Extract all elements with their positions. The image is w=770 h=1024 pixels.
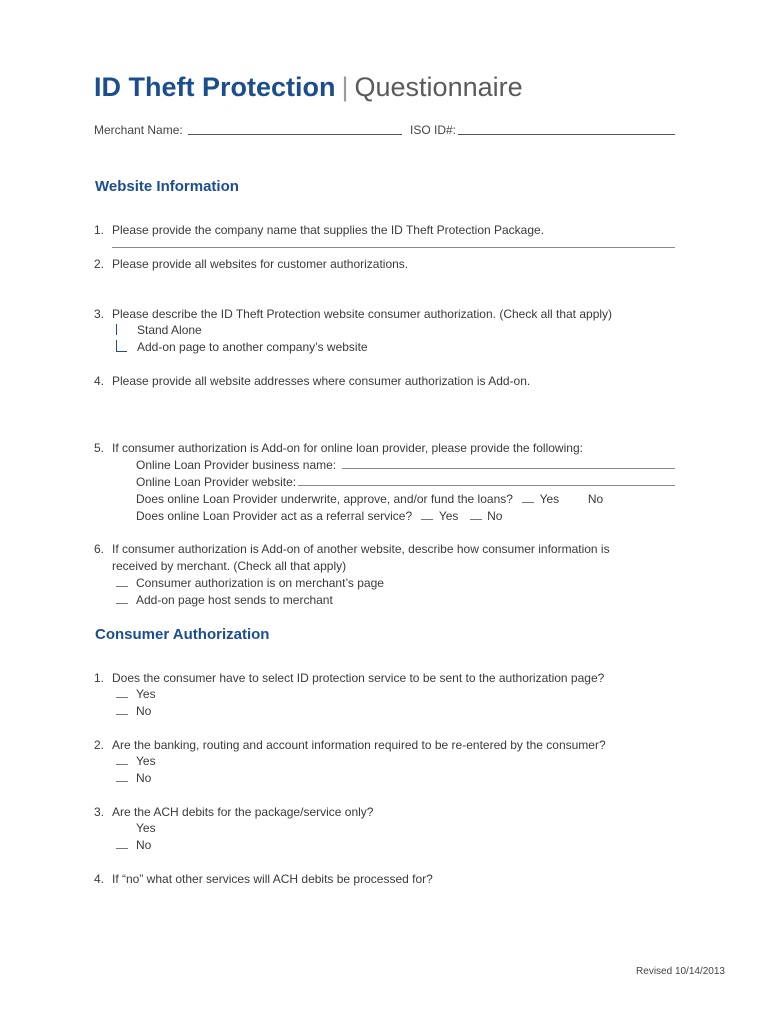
website-q3-option-stand-alone[interactable] xyxy=(116,323,202,337)
consumer-q2-yes[interactable] xyxy=(116,754,156,768)
consumer-q1-num: 1. xyxy=(94,671,105,685)
checkbox-host-sends[interactable] xyxy=(116,594,128,604)
host-sends-label: Add-on page host sends to merchant xyxy=(136,593,333,607)
website-q4-text: Please provide all website addresses where consumer authorization is Add-on. xyxy=(112,374,531,388)
consumer-q4 xyxy=(94,872,433,886)
website-info-heading: Website Information xyxy=(95,178,239,195)
iso-id-label: ISO ID#: xyxy=(410,123,457,137)
website-q5-text: If consumer authorization is Add-on for online loan provider, please provide the following: xyxy=(112,441,583,455)
consumer-q2 xyxy=(94,738,606,752)
merchant-page-label: Consumer authorization is on merchant’s page xyxy=(136,576,384,590)
consumer-q2-num: 2. xyxy=(94,738,105,752)
referral-yes-blank[interactable] xyxy=(421,510,433,520)
website-q3-text: Please describe the ID Theft Protection website consumer authorization. (Check all that apply) xyxy=(112,307,613,321)
website-q6-text-continued: received by merchant. (Check all that apply) xyxy=(112,559,347,573)
q1-yes-label: Yes xyxy=(136,687,156,701)
consumer-q3-num: 3. xyxy=(94,805,105,819)
consumer-auth-heading: Consumer Authorization xyxy=(95,626,270,643)
title-strong: ID Theft Protection xyxy=(94,72,336,102)
website-q1-text: Please provide the company name that supplies the ID Theft Protection Package. xyxy=(112,223,545,237)
underwrite-question xyxy=(136,492,603,506)
website-q6-text: If consumer authorization is Add-on of another website, describe how consumer information is xyxy=(112,542,610,556)
website-q6-option-host-sends[interactable] xyxy=(116,593,333,607)
q2-no-label: No xyxy=(136,771,152,785)
website-q2-num: 2. xyxy=(94,257,105,271)
checkbox-q2-yes[interactable] xyxy=(116,755,128,765)
website-q5 xyxy=(94,441,583,455)
referral-text: Does online Loan Provider act as a referral service? xyxy=(136,509,413,523)
q1-no-label: No xyxy=(136,704,152,718)
underwrite-no-label: No xyxy=(587,492,604,506)
checkbox-q3-yes[interactable] xyxy=(116,822,128,832)
referral-no-label: No xyxy=(487,509,503,523)
website-q6-num: 6. xyxy=(94,542,105,556)
underwrite-text: Does online Loan Provider underwrite, approve, and/or fund the loans? xyxy=(136,492,513,506)
checkbox-merchant-page[interactable] xyxy=(116,577,128,587)
consumer-q4-num: 4. xyxy=(94,872,105,886)
q3-no-label: No xyxy=(136,838,152,852)
checkbox-add-on[interactable] xyxy=(116,340,127,352)
stand-alone-label: Stand Alone xyxy=(137,323,202,337)
consumer-q3-text: Are the ACH debits for the package/service only? xyxy=(112,805,374,819)
checkbox-q3-no[interactable] xyxy=(116,839,128,849)
add-on-label: Add-on page to another company’s website xyxy=(137,340,368,354)
consumer-q1 xyxy=(94,671,604,685)
underwrite-no-blank[interactable] xyxy=(571,493,583,503)
consumer-q2-text: Are the banking, routing and account information required to be re-entered by the consumer? xyxy=(112,738,606,752)
checkbox-q2-no[interactable] xyxy=(116,772,128,782)
consumer-q1-yes[interactable] xyxy=(116,687,156,701)
loan-provider-name-field[interactable] xyxy=(342,468,675,469)
merchant-name-label: Merchant Name: xyxy=(94,123,183,137)
checkbox-q1-yes[interactable] xyxy=(116,688,128,698)
iso-id-field[interactable] xyxy=(458,134,675,135)
revised-date: Revised 10/14/2013 xyxy=(636,966,725,977)
referral-yes-label: Yes xyxy=(438,509,459,523)
checkbox-q1-no[interactable] xyxy=(116,705,128,715)
referral-no-blank[interactable] xyxy=(470,510,482,520)
consumer-q3 xyxy=(94,805,373,819)
q3-yes-label: Yes xyxy=(136,821,156,835)
website-q4-num: 4. xyxy=(94,374,105,388)
page-title xyxy=(94,72,523,103)
website-q1-num: 1. xyxy=(94,223,105,237)
underwrite-yes-blank[interactable] xyxy=(522,493,534,503)
website-q3-option-add-on[interactable] xyxy=(116,340,368,354)
website-q1-answer-field[interactable] xyxy=(112,247,675,248)
title-separator: | xyxy=(341,72,349,102)
consumer-q2-no[interactable] xyxy=(116,771,151,785)
checkbox-stand-alone[interactable] xyxy=(116,324,127,335)
consumer-q3-yes[interactable] xyxy=(116,821,156,835)
merchant-name-field[interactable] xyxy=(188,134,402,135)
website-q3-num: 3. xyxy=(94,307,105,321)
website-q2 xyxy=(94,257,408,271)
loan-provider-name-label: Online Loan Provider business name: xyxy=(136,458,337,472)
consumer-q3-no[interactable] xyxy=(116,838,151,852)
consumer-q1-text: Does the consumer have to select ID protection service to be sent to the authorization page? xyxy=(112,671,605,685)
website-q4 xyxy=(94,374,530,388)
website-q3 xyxy=(94,307,612,321)
consumer-q1-no[interactable] xyxy=(116,704,151,718)
loan-provider-website-label: Online Loan Provider website: xyxy=(136,475,297,489)
underwrite-yes-label: Yes xyxy=(539,492,560,506)
referral-question xyxy=(136,509,502,523)
q2-yes-label: Yes xyxy=(136,754,156,768)
title-light: Questionnaire xyxy=(354,72,523,102)
website-q2-text: Please provide all websites for customer authorizations. xyxy=(112,257,409,271)
website-q5-num: 5. xyxy=(94,441,105,455)
loan-provider-website-field[interactable] xyxy=(298,485,675,486)
consumer-q4-text: If “no” what other services will ACH debits be processed for? xyxy=(112,872,433,886)
website-q6 xyxy=(94,542,610,556)
website-q1 xyxy=(94,223,544,237)
website-q6-option-merchant-page[interactable] xyxy=(116,576,384,590)
